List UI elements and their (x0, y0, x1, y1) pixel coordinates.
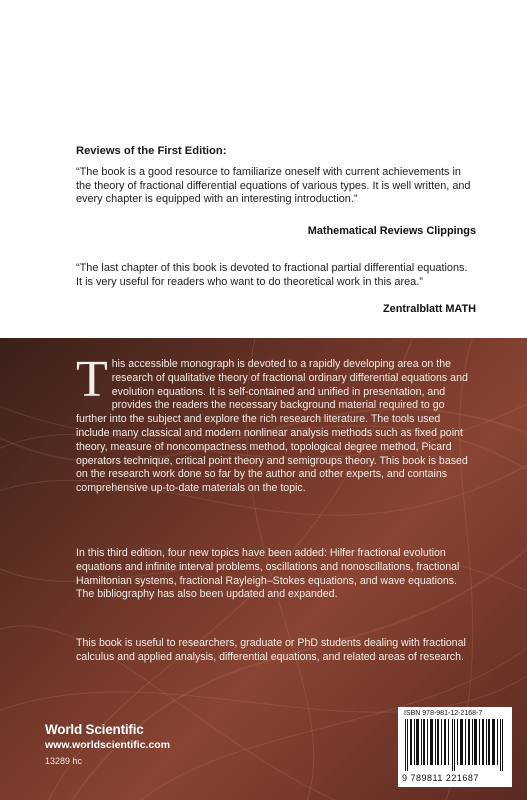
publisher-url: www.worldscientific.com (45, 739, 171, 751)
review-quote: “The last chapter of this book is devoted to fractional partial differential equations. It is very useful for readers who want to do theoretical work in this area.” (76, 262, 468, 288)
publisher-logo-text: World Scientific (45, 722, 144, 737)
barcode-bars-icon (403, 719, 507, 771)
description-paragraph: In this third edition, four new topics have been added: Hilfer fractional evolution equations and infinite interval problems, oscillations and nonoscillations, fractional Hamiltonian systems, fractional Rayleigh–Stokes equations, and wave equations. The bibliography has also been updated and expanded. (76, 547, 460, 601)
review-quote: “The book is a good resource to familiarize oneself with current achievements in the theory of fractional differential equations of various types. It is well written, and every chapter is equipped with an interesting introduction.” (76, 166, 471, 205)
isbn-label: ISBN 978-981-12-2168-7 (404, 710, 483, 717)
product-code: 13289 hc (45, 756, 83, 766)
description-paragraph-text: his accessible monograph is devoted to a rapidly developing area on the research of qualitative theory of fractional ordinary differential equations and evolution equations. It is self-contained and unified in presentation, and provides the readers the necessary background material required to go further into the subject and explore the rich research literature. The tools used include many classical and modern nonlinear analysis methods such as fixed point theory, measure of noncompactness method, topological degree method, Picard operators technique, critical point theory and semigroups theory. This book is based on the research work done so far by the author and other experts, and contains comprehensive up-to-date materials on the topic. (76, 358, 468, 495)
review-source: Zentralblatt MATH (383, 303, 476, 315)
isbn-number: 9 789811 221687 (402, 773, 479, 783)
description-paragraph: This book is useful to researchers, graduate or PhD students dealing with fractional calculus and applied analysis, differential equations, and related areas of research. (76, 637, 466, 663)
reviews-heading: Reviews of the First Edition: (76, 145, 227, 157)
drop-cap: T (76, 351, 108, 408)
description-paragraph (76, 351, 474, 496)
barcode (398, 707, 512, 787)
review-source: Mathematical Reviews Clippings (307, 225, 476, 237)
